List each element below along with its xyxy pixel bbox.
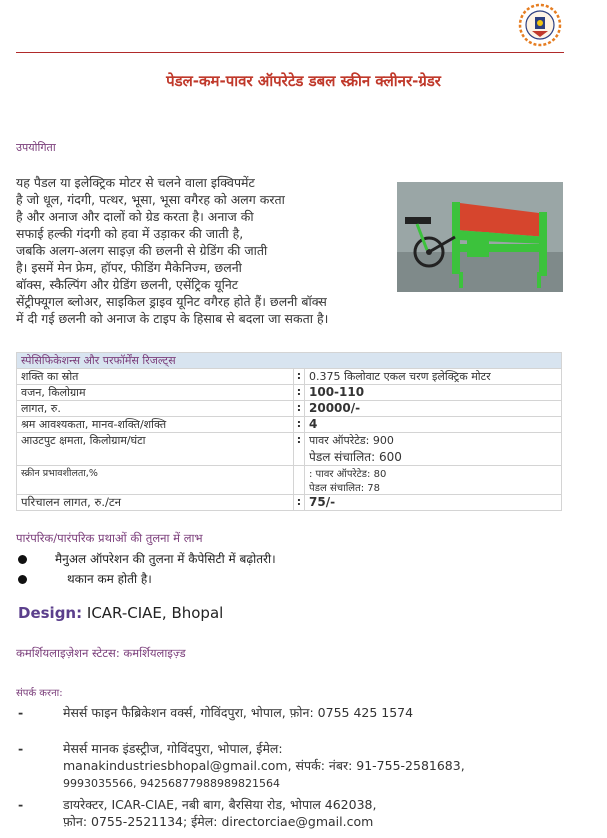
spec-value-line: : पावर ऑपरेटेड: 80 [309,469,387,480]
header-divider [16,52,564,53]
usage-line: जबकि अलग-अलग साइज़ की छलनी से ग्रेडिंग की जाती [16,243,268,258]
spec-row [17,369,562,385]
spec-label: वजन, किलोग्राम [17,385,294,401]
contact-line: मेसर्स मानक इंडस्ट्रीज, गोविंदपुरा, भोपाल, ईमेल: [63,741,283,756]
machine-photo [397,182,563,292]
spec-value [305,433,562,466]
spec-row [17,417,562,433]
spec-row [17,495,562,511]
bullet-icon [18,555,27,564]
page-title: पेडल-कम-पावर ऑपरेटेड डबल स्क्रीन क्लीनर-ग्रेडर [166,72,441,90]
contact-item [18,740,553,792]
spec-sep: : [294,401,305,417]
contact-item [18,796,553,830]
spec-table [16,352,562,511]
spec-header-row [17,353,562,369]
advantage-text: थकान कम होती है। [67,572,152,586]
contact-heading: संपर्क करना: [16,688,63,699]
contact-line: डायरेक्टर, ICAR-CIAE, नबी बाग, बैरसिया रोड, भोपाल 462038, [63,797,377,812]
dash-marker: - [18,797,24,812]
spec-label: परिचालन लागत, रु./टन [17,495,294,511]
spec-label: स्क्रीन प्रभावशीलता,% [17,466,294,495]
bullet-icon [18,575,27,584]
spec-sep: : [294,417,305,433]
usage-line: है और अनाज और दालों को ग्रेड करता है। अनाज की [16,209,254,224]
contact-line: 9993035566, 94256877988989821564 [63,777,280,790]
spec-row [17,466,562,495]
spec-label: श्रम आवश्यकता, मानव-शक्ति/शक्ति [17,417,294,433]
spec-value-line: पेडल संचालित: 600 [309,450,402,464]
spec-value: 0.375 किलोवाट एकल चरण इलेक्ट्रिक मोटर [305,369,562,385]
usage-line: सफाई हल्की गंदगी को हवा में उड़ाकर की जाती है, [16,226,244,241]
usage-paragraph [16,174,436,327]
commercialization-status: कमर्शियलाइज़ेशन स्टेटस: कमर्शियलाइज़्ड [16,646,186,660]
usage-line: है। इसमें मेन फ्रेम, हॉपर, फीडिंग मैकेनिज्म, छलनी [16,260,242,275]
spec-sep: : [294,495,305,511]
icar-logo-emblem [518,3,562,47]
spec-value: 4 [305,417,562,433]
spec-value: 20000/- [305,401,562,417]
contact-text [63,796,553,830]
advantage-item [18,570,152,587]
spec-header: स्पेसिफिकेशन्स और परफॉर्मेंस रिजल्ट्स [17,353,562,369]
contact-text [63,704,553,721]
spec-row [17,401,562,417]
contact-item [18,704,553,721]
spec-sep: : [294,385,305,401]
spec-value: 100-110 [305,385,562,401]
spec-label: आउटपुट क्षमता, किलोग्राम/घंटा [17,433,294,466]
spec-sep: : [294,369,305,385]
spec-row [17,385,562,401]
usage-line: यह पैडल या इलेक्ट्रिक मोटर से चलने वाला इक्विपमेंट [16,175,255,190]
spec-value: 75/- [305,495,562,511]
spec-value-line: पावर ऑपरेटेड: 900 [309,434,394,447]
usage-line: है जो धूल, गंदगी, पत्थर, भूसा, भूसा वगैरह को अलग करता [16,192,285,207]
advantages-heading: पारंपरिक/पारंपरिक प्रथाओं की तुलना में लाभ [16,531,203,545]
dash-marker: - [18,741,24,756]
spec-label: शक्ति का स्रोत [17,369,294,385]
design-value: ICAR-CIAE, Bhopal [86,604,224,622]
spec-value-line: पेडल संचालित: 78 [309,483,381,494]
design-credit [18,604,223,622]
advantage-text: मैनुअल ऑपरेशन की तुलना में कैपेसिटी में बढ़ोतरी। [55,552,276,566]
dash-marker: - [18,705,24,720]
usage-line: सेंट्रीफ्यूगल ब्लोअर, साइकिल ड्राइव यूनिट वगैरह होते हैं। छलनी बॉक्स [16,294,327,309]
spec-value [305,466,562,495]
contact-line: मेसर्स फाइन फैब्रिकेशन वर्क्स, गोविंदपुरा, भोपाल, फ़ोन: 0755 425 1574 [63,705,414,720]
contact-line: फ़ोन: 0755-2521134; ईमेल: directorciae@gmail.com [63,814,374,829]
usage-line: बॉक्स, स्कैल्पिंग और ग्रेडिंग छलनी, एसेंट्रिक यूनिट [16,277,239,292]
usage-line: में दी गई छलनी को अनाज के टाइप के हिसाब से बदला जा सकता है। [16,311,329,326]
contact-line: manakindustriesbhopal@gmail.com, संपर्क: नंबर: 91-755-2581683, [63,758,465,773]
contact-text [63,740,553,792]
spec-row [17,433,562,466]
spec-sep-empty [294,466,305,495]
spec-sep: : [294,433,305,466]
spec-label: लागत, रु. [17,401,294,417]
advantage-item [18,550,276,567]
usage-heading: उपयोगिता [16,141,56,154]
design-label: Design: [18,604,83,622]
